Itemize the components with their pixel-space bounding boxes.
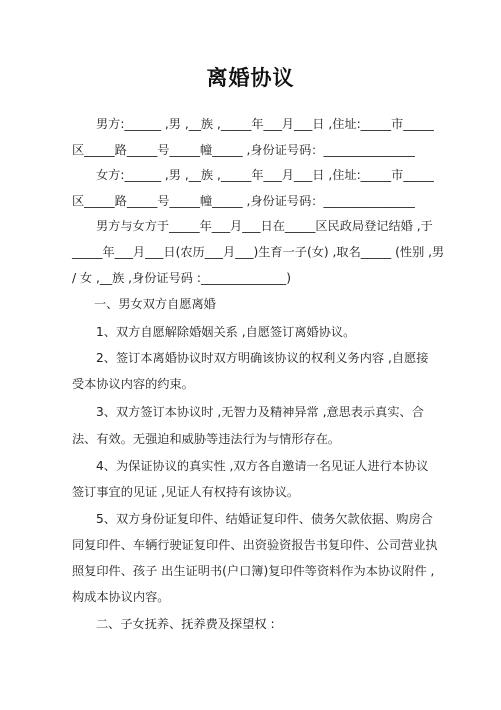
- clause-2-line-2: 受本协议内容的约束。: [72, 377, 194, 391]
- clause-4-line-1: 4、为保证协议的真实性 ,双方各自邀请一名见证人进行本协议: [96, 459, 429, 473]
- female-party-line-1: 女方:______ ,男 ,__族 ,_____年___月___日 ,住址:_____市_____: [96, 168, 434, 182]
- clause-3-line-2: 法、有效。无强迫和威胁等违法行为与情形存在。: [72, 432, 341, 446]
- section-one-heading: 一、男女双方自愿离婚: [94, 297, 216, 311]
- clause-5-line-4: 构成本协议内容。: [72, 590, 170, 604]
- clause-5-line-1: 5、双方身份证复印件、结婚证复印件、债务欠款依据、购房合: [96, 512, 433, 526]
- clause-1-line-1: 1、双方自愿解除婚姻关系 ,自愿签订离婚协议。: [96, 325, 356, 339]
- marriage-paragraph-line-2: _____年___月___日(农历___月___)生育一子(女) ,取名_____ (性别 ,男: [72, 245, 445, 259]
- clause-5-line-2: 同复印件、车辆行驶证复印件、出资验资报告书复印件、公司营业执: [72, 538, 438, 552]
- female-party-line-2: 区_____路_____号_____幢_____ ,身份证号码：_______________: [72, 194, 415, 208]
- male-party-line-2: 区_____路_____号_____幢_____ ,身份证号码：_______________: [72, 143, 415, 157]
- clause-5-line-3: 照复印件、孩子 出生证明书(户口簿)复印件等资料作为本协议附件 ,: [72, 564, 435, 578]
- marriage-paragraph-line-1: 男方与女方于_____年___月___日在_____区民政局登记结婚 ,于: [96, 219, 433, 233]
- marriage-paragraph-line-3: / 女 ,__族 ,身份证号码 :______________): [72, 271, 292, 285]
- clause-2-line-1: 2、签订本离婚协议时双方明确该协议的权利义务内容 ,自愿接: [96, 351, 429, 365]
- male-party-line-1: 男方:______ ,男 ,__族 ,_____年___月___日 ,住址:_____市_____: [96, 117, 434, 131]
- clause-3-line-1: 3、双方签订本协议时 ,无智力及精神异常 ,意思表示真实、合: [96, 405, 424, 419]
- document-title: 离婚协议: [206, 66, 295, 90]
- section-two-heading: 二、子女抚养、抚养费及探望权 :: [96, 617, 275, 631]
- clause-4-line-2: 签订事宜的见证 ,见证人有权持有该协议。: [72, 485, 300, 499]
